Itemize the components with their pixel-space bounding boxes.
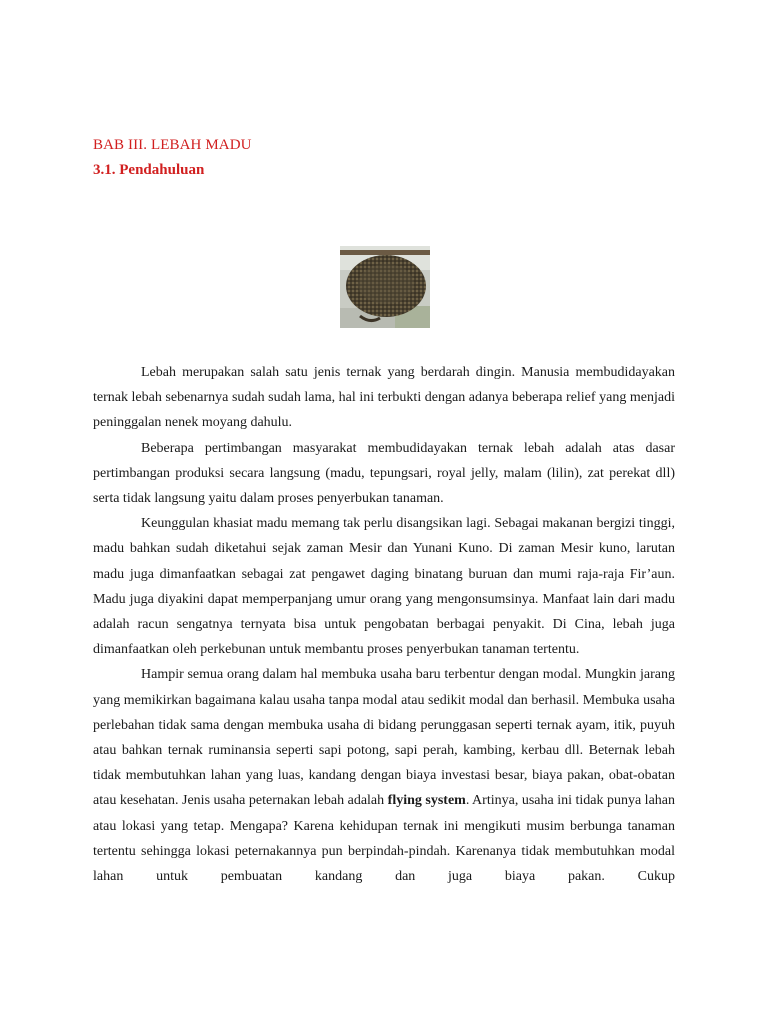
paragraph-text: Hampir semua orang dalam hal membuka usaha baru terbentur dengan modal. Mungkin jarang yang memikirkan bagaimana kalau usaha tanpa modal atau sedikit modal dan berhasil. Membuka usaha perlebahan tidak sama dengan membuka usaha di bidang perunggasan seperti ternak ayam, itik, puyuh atau bahkan ternak ruminansia seperti sapi potong, sapi perah, kambing, kerbau dll. Beternak lebah tidak membutuhkan lahan yang luas, kandang dengan biaya investasi besar, biaya pakan, obat-obatan atau kesehatan. Jenis usaha peternakan lebah adalah — [93, 667, 675, 809]
paragraph-text: . Artinya, usaha ini tidak punya lahan atau lokasi yang tetap. Mengapa? Karena kehidupan ternak ini mengikuti musim berbunga tanaman tertentu sehingga lokasi peternakannya pun berpindah-pindah. Karenanya tidak membutuhkan modal lahan untuk pembuatan kandang dan juga biaya pakan. Cukup — [93, 793, 676, 885]
paragraph: Beberapa pertimbangan masyarakat membudidayakan ternak lebah adalah atas dasar pertimbangan produksi secara langsung (madu, tepungsari, royal jelly, malam (lilin), zat perekat dll) serta tidak langsung yaitu dalam proses penyerbukan tanaman. — [93, 440, 675, 507]
paragraph: Keunggulan khasiat madu memang tak perlu disangsikan lagi. Sebagai makanan bergizi tinggi, madu bahkan sudah diketahui sejak zaman Mesir dan Yunani Kuno. Di zaman Mesir kuno, larutan madu juga dimanfaatkan sebagai zat pengawet daging binatang buruan dan mumi raja-raja Fir’aun. Madu juga diyakini dapat memperpanjang umur orang yang mengonsumsinya. Manfaat lain dari madu adalah racun sengatnya ternyata bisa untuk pengobatan berbagai penyakit. Di Cina, lebah juga dimanfaatkan oleh perkebunan untuk membantu proses penyerbukan tanaman tertentu. — [93, 516, 675, 658]
section-title: 3.1. Pendahuluan — [93, 162, 205, 178]
paragraph — [93, 662, 675, 889]
paragraph: Lebah merupakan salah satu jenis ternak yang berdarah dingin. Manusia membudidayakan ternak lebah sebenarnya sudah sudah lama, hal ini terbukti dengan adanya beberapa relief yang menjadi peninggalan nenek moyang dahulu. — [93, 365, 675, 431]
chapter-title: BAB III. LEBAH MADU — [93, 137, 252, 153]
body-text — [93, 360, 675, 889]
beehive-icon — [340, 246, 430, 328]
beehive-photo — [340, 246, 430, 328]
bold-term: flying system — [387, 793, 466, 809]
